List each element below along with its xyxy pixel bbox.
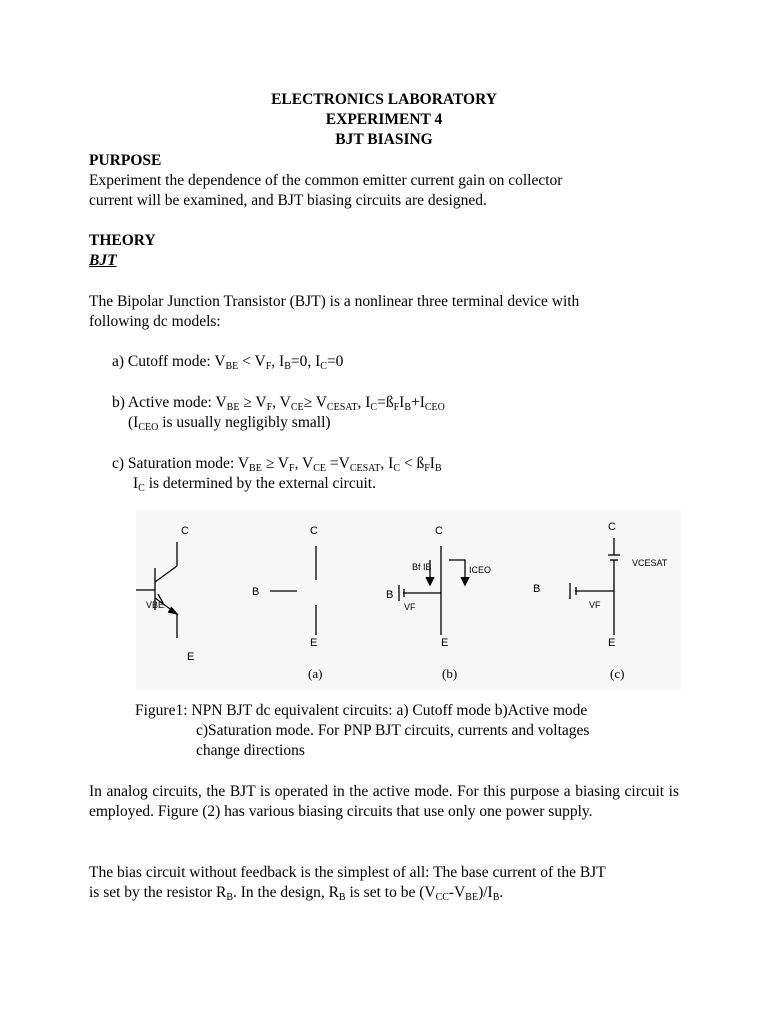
purpose-text-line1: Experiment the dependence of the common emitter current gain on collector	[89, 172, 563, 189]
para2-part1: is set by the resistor R	[89, 884, 227, 901]
subfig-b-label: (b)	[442, 666, 458, 681]
label-c-4: C	[608, 521, 616, 533]
label-bf-ib: Bf IB	[412, 562, 432, 572]
subfig-a-label: (a)	[308, 666, 323, 681]
label-e-1: E	[187, 651, 195, 663]
para2-part3: is set to be (V	[349, 884, 436, 901]
mode-active: b) Active mode: $V_{BE} \ge V_F$, $V_{CE}\ge V_{CESAT}$, $I_C=ß_FI_B+I_{CEO}$	[112, 394, 445, 413]
doc-title-experiment: EXPERIMENT 4	[325, 111, 443, 128]
mode-active-prefix: b) Active mode: V	[112, 394, 227, 411]
subfig-c-label: (c)	[610, 666, 625, 681]
label-b-2: B	[252, 586, 260, 598]
mode-saturation-prefix: c) Saturation mode: V	[112, 455, 250, 472]
para2-part2: . In the design, R	[233, 884, 339, 901]
label-c-1: C	[181, 525, 189, 537]
paragraph-active-mode-biasing: In analog circuits, the BJT is operated in the active mode. For this purpose a biasing circuit is employed. Figure (2) has various biasing circuits that use only one power supply.	[89, 783, 679, 820]
figure-caption-line2: c)Saturation mode. For PNP BJT circuits, currents and voltages	[196, 722, 590, 739]
label-vcesat: VCESAT	[632, 558, 668, 568]
label-b-3: B	[386, 589, 394, 601]
label-iceo: ICEO	[469, 565, 492, 575]
label-vf-2: VF	[589, 600, 601, 610]
npn-equivalent-circuits-figure	[136, 510, 681, 690]
mode-saturation-note: $I_C$ is determined by the external circuit.	[133, 475, 376, 494]
doc-title-topic: BJT BIASING	[335, 131, 433, 148]
label-c-3: C	[435, 525, 443, 537]
mode-saturation: c) Saturation mode: $V_{BE} \ge V_F$, $V_{CE} =V_{CESAT}$, $I_C$ < $ß_FI_B$	[112, 455, 442, 474]
label-e-2: E	[310, 637, 318, 649]
theory-intro-line2: following dc models:	[89, 313, 221, 330]
purpose-heading: PURPOSE	[89, 152, 162, 169]
mode-saturation-note-text: is determined by the external circuit.	[148, 475, 376, 492]
purpose-text-line2: current will be examined, and BJT biasing circuits are designed.	[89, 192, 487, 209]
mode-cutoff: a) Cutoff mode: $V_{BE} < V_F$, $I_B=0$, $I_C=0$	[112, 353, 344, 372]
paragraph-no-feedback-line2: is set by the resistor $R_B$. In the design, $R_B$ is set to be $(V_{CC}-V_{BE})/I_B$.	[89, 884, 504, 903]
figure-caption-line3: change directions	[196, 742, 305, 759]
label-c-2: C	[310, 525, 318, 537]
figure-caption-line1: Figure1: NPN BJT dc equivalent circuits: a) Cutoff mode b)Active mode	[135, 702, 588, 719]
paragraph-no-feedback-line1: The bias circuit without feedback is the simplest of all: The base current of the BJT	[89, 864, 606, 881]
label-vbe: VBE	[146, 600, 165, 610]
bjt-subheading: BJT	[89, 252, 117, 269]
doc-title-lab: ELECTRONICS LABORATORY	[271, 91, 497, 108]
label-e-3: E	[441, 637, 449, 649]
theory-heading: THEORY	[89, 232, 156, 249]
mode-active-note-text: is usually negligibly small)	[162, 414, 331, 431]
theory-intro-line1: The Bipolar Junction Transistor (BJT) is a nonlinear three terminal device with	[89, 293, 580, 310]
mode-cutoff-prefix: a) Cutoff mode: V	[112, 353, 226, 370]
label-vf-1: VF	[404, 602, 416, 612]
label-e-4: E	[608, 637, 616, 649]
mode-active-note: ($I_{CEO}$ is usually negligibly small)	[128, 414, 331, 433]
label-b-4: B	[533, 583, 541, 595]
